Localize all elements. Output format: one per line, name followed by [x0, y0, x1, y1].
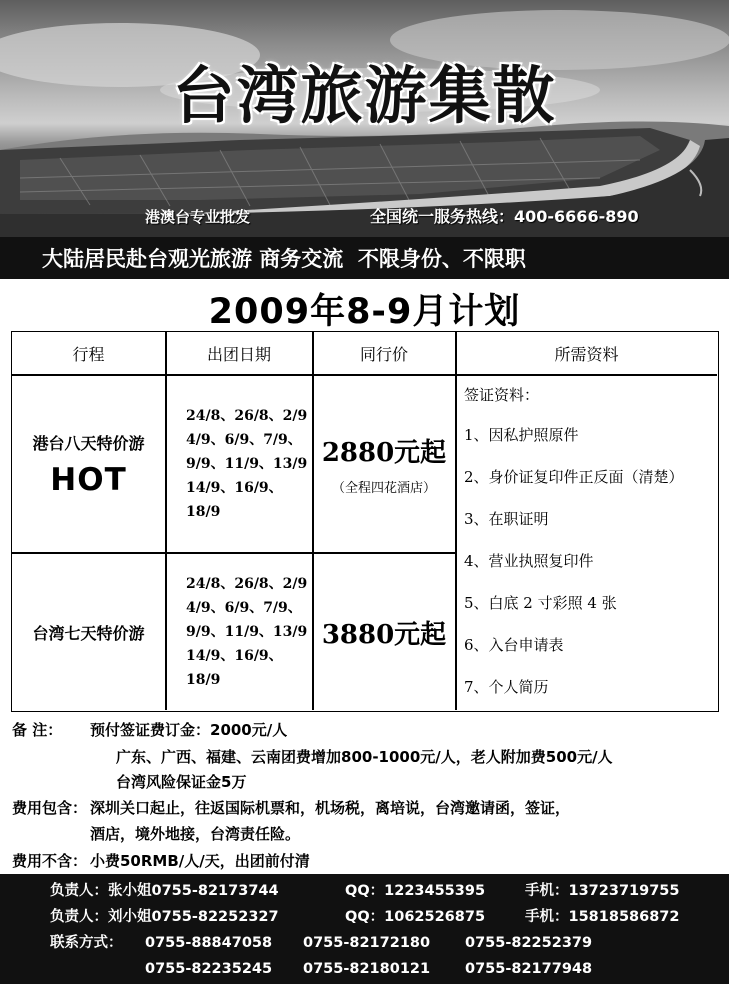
date-line: 14/9、16/9、18/9: [186, 648, 283, 688]
document-item: 1、因私护照原件: [464, 426, 579, 444]
col-header-dates: 出团日期: [206, 345, 271, 364]
documents-title: 签证资料：: [464, 386, 540, 404]
plan-title: 2009年8-9月计划: [208, 292, 521, 332]
itinerary-table: [11, 331, 719, 712]
date-line: 14/9、16/9、18/9: [186, 480, 283, 520]
phone-number: 0755-88847058: [145, 935, 273, 951]
tour-row-2-dates: [166, 554, 312, 710]
included-line: 深圳关口起止，往返国际机票和，机场税，离培说，台湾邀请函，签证，: [90, 799, 571, 817]
date-line: 4/9、6/9、7/9、: [186, 600, 302, 616]
date-line: 24/8、26/8、2/9: [186, 408, 308, 424]
document-item: 3、在职证明: [464, 510, 549, 528]
tour-price: 2880元起: [321, 438, 447, 468]
contact-footer: [0, 874, 729, 984]
tour-row-2-price: [313, 554, 455, 710]
contact-mobile: 手机：13723719755: [525, 883, 680, 899]
document-item: 4、营业执照复印件: [464, 552, 594, 570]
tour-price: 3880元起: [321, 619, 447, 650]
tagline-bar: [0, 237, 729, 279]
tour-row-2-route: [12, 554, 165, 710]
remark-line: 广东、广西、福建、云南团费增加800-1000元/人，老人附加费500元/人: [116, 748, 613, 766]
hot-badge: HOT: [50, 461, 127, 498]
contact-row: [0, 880, 729, 902]
excluded-label: 费用不含：: [12, 852, 88, 870]
tour-name: 台湾七天特价游: [32, 623, 145, 643]
service-hotline: 全国统一服务热线：400-6666-890: [370, 207, 639, 226]
phones-label: 联系方式：: [50, 935, 123, 951]
document-item: 6、入台申请表: [464, 636, 564, 654]
date-line: 9/9、11/9、13/9: [186, 624, 308, 640]
included-line: 酒店，境外地接，台湾责任险。: [90, 825, 301, 843]
tour-row-1-dates: [166, 376, 312, 552]
phone-number: 0755-82172180: [303, 935, 431, 951]
phones-row: [0, 958, 729, 980]
col-header-price: 同行价: [359, 345, 408, 364]
contact-qq: QQ：1062526875: [345, 909, 486, 925]
tour-row-1-route: [12, 376, 165, 552]
header-banner: [0, 0, 729, 237]
tour-row-1-price: [313, 376, 455, 552]
remark-label: 备 注：: [12, 721, 63, 739]
contact-qq: QQ：1223455395: [345, 883, 486, 899]
date-line: 24/8、26/8、2/9: [186, 576, 308, 592]
excluded-text: 小费50RMB/人/天，出团前付清: [90, 852, 310, 870]
required-documents: [464, 382, 719, 716]
tagline-text: 大陆居民赴台观光旅游 商务交流 不限身份、不限职: [42, 247, 526, 271]
phones-row: [0, 932, 729, 954]
document-item: 7、个人简历: [464, 678, 549, 696]
phone-number: 0755-82252379: [465, 935, 593, 951]
contact-row: [0, 906, 729, 928]
included-label: 费用包含：: [12, 799, 88, 817]
date-line: 9/9、11/9、13/9: [186, 456, 308, 472]
wholesale-tag: 港澳台专业批发: [145, 208, 251, 226]
phone-number: 0755-82180121: [303, 961, 431, 977]
tour-name: 港台八天特价游: [32, 433, 145, 453]
brand-title: 台湾旅游集散: [172, 59, 557, 132]
phone-number: 0755-82177948: [465, 961, 593, 977]
document-item: 2、身价证复印件正反面（清楚）: [464, 468, 684, 486]
phone-number: 0755-82235245: [145, 961, 273, 977]
col-header-route: 行程: [72, 345, 105, 364]
remark-line: 台湾风险保证金5万: [116, 773, 247, 791]
col-header-documents: 所需资料: [554, 345, 619, 364]
hotel-note: （全程四花酒店）: [331, 481, 436, 496]
remark-line: 预付签证费订金：2000元/人: [90, 721, 288, 739]
contact-mobile: 手机：15818586872: [525, 909, 680, 925]
date-line: 4/9、6/9、7/9、: [186, 432, 302, 448]
document-item: 5、白底 2 寸彩照 4 张: [464, 594, 617, 612]
contact-person: 负责人：张小姐0755-82173744: [50, 883, 279, 899]
contact-person: 负责人：刘小姐0755-82252327: [50, 909, 279, 925]
